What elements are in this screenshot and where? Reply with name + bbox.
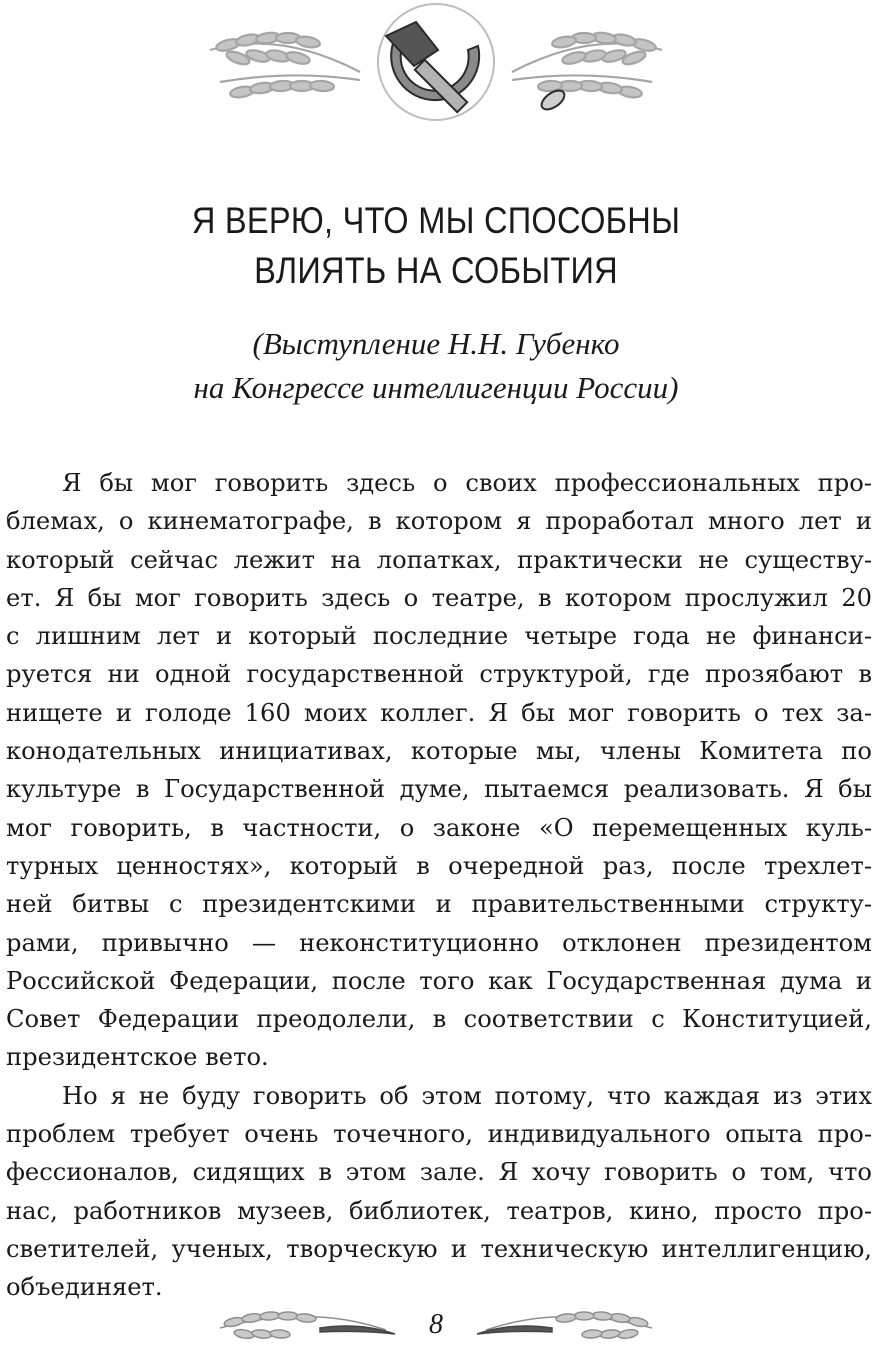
text-line: руется ни одной государственной структурой, где прозябают в [6,660,872,689]
text-line: блемах, о кинематографе, в котором я проработал много лет и [6,507,872,536]
text-line: нас, работников музеев, библиотек, театров, кино, просто про- [6,1196,872,1225]
subtitle-line: (Выступление Н.Н. Губенко [252,326,620,361]
text-line: Но я не буду говорить об этом потому, что каждая из этих [62,1081,872,1110]
text-line: Я бы мог говорить здесь о своих профессиональных про- [62,469,872,497]
text-line: фессионалов, сидящих в этом зале. Я хочу говорить о том, что [6,1158,872,1187]
text-line: ет. Я бы мог говорить здесь о театре, в котором прослужил 20 [6,583,872,612]
text-line: нищете и голоде 160 моих коллег. Я бы мог говорить о тех за- [6,698,872,727]
hammer-and-sickle-icon [200,0,672,135]
page-subtitle [60,322,812,410]
text-line: мог говорить, в частности, о законе «О перемещенных куль- [6,813,872,842]
body-text [6,464,872,1307]
left-wheat-icon [210,31,360,99]
text-line: светителей, ученых, творческую и техническую интеллигенцию, [6,1234,872,1263]
text-line: объединяет. [6,1273,163,1302]
title-line: Я ВЕРЮ, ЧТО МЫ СПОСОБНЫ [191,200,681,241]
text-line: турных ценностях», который в очередной раз, после трехлет- [6,851,872,880]
subtitle-line: на Конгрессе интеллигенции России) [193,370,679,405]
right-wheat-icon [512,31,662,99]
text-line: Совет Федерации преодолели, в соответствии с Конституцией, [6,1005,872,1034]
title-line: ВЛИЯТЬ НА СОБЫТИЯ [254,250,618,291]
paragraph [6,1077,872,1307]
text-line: с лишним лет и который последние четыре года не финанси- [6,622,872,651]
text-line: культуре в Государственной думе, пытаемся реализовать. Я бы [6,775,872,804]
text-line: рами, привычно — неконституционно отклонен президентом [6,928,872,957]
text-line: президентское вето. [6,1043,269,1072]
paragraph [6,464,872,1077]
text-line: который сейчас лежит на лопатках, практически не существу- [6,545,872,574]
text-line: ней битвы с президентскими и правительственными структу- [6,890,872,919]
text-line: проблем требует очень точечного, индивидуального опыта про- [6,1120,872,1149]
emblem [200,0,672,135]
page-title [105,196,767,296]
text-line: конодательных инициативах, которые мы, члены Комитета по [6,737,872,766]
page-number: 8 [429,1309,443,1340]
text-line: Российской Федерации, после того как Государственная дума и [6,966,872,995]
